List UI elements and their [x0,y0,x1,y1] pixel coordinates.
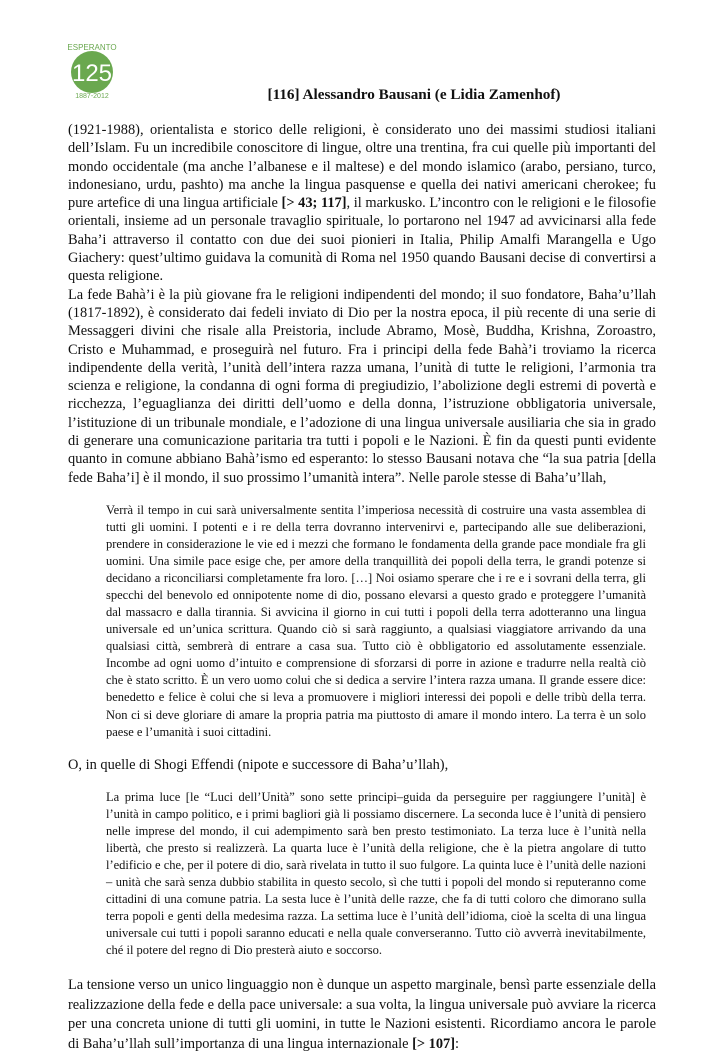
cross-reference: [> 43; 117] [281,195,347,212]
logo-years: 1887-2012 [75,93,109,100]
paragraph-conclusion: La tensione verso un unico linguaggio non è dunque un aspetto marginale, bensì parte essenziale della realizzazione della fede e della pace universale: a sua volta, la lingua universale può avviare la ricerca per una concreta unione di tutti gli uomini, in tutte le Nazioni esistenti. Ricordiamo ancora le parole di Baha’u’llah sull’importanza di una lingua internazionale [> 107]: [68,977,656,1052]
paragraph-bahai-faith: La fede Bahà’i è la più giovane fra le religioni indipendenti del mondo; il suo fondatore, Baha’u’llah (1817-1892), è considerato dai fedeli inviato di Dio per la nostra epoca, il più recente di una serie di Messaggeri divini che risale alla Preistoria, include Abramo, Mosè, Buddha, Krishna, Zoroastro, Cristo e Muhammad, e proseguirà nel futuro. Fra i principi della fede Bahà’i troviamo la ricerca indipendente della verità, l’unità dell’intera razza umana, l’unità di tutte le religioni, l’armonia tra scienza e religione, la condanna di ogni forma di pregiudizio, l’abolizione degli estremi di povertà e ricchezza, l’eguaglianza dei diritti dell’uomo e della donna, l’istruzione obbligatoria universale, l’istituzione di un tribunale mondiale, e l’adozione di una lingua universale ausiliaria che sia in grado di generare una comunicazione paritaria tra tutti i popoli e le Nazioni. È fin da questi punti evidente quanto in comune abbiano Bahà’ismo ed esperanto: lo stesso Bausani notava che “la sua patria [della fede Baha’i] è il mondo, il suo prossimo l’umanità intera”. Nelle parole stesse di Baha’u’llah, [68,286,656,486]
page-title: [116] Alessandro Bausani (e Lidia Zamenhof) [267,86,561,103]
paragraph-biography: (1921-1988), orientalista e storico delle religioni, è considerato uno dei massimi studiosi italiani dell’Islam. Fu un incredibile conoscitore di lingue, oltre una trentina, fra cui quelle più importanti del mondo occidentale (ma anche l’albanese e il maltese) e del mondo islamico (arabo, persiano, turco, indonesiano, urdu, pashto) ma anche la lingua pasquense e quella dei nativi americani cherokee; fu pure artefice di una lingua artificiale [> 43; 117], il markusko. L’incontro con le religioni e le filosofie orientali, insieme ad un personale travaglio spirituale, lo portarono nel 1947 ad avvicinarsi alla fede Baha’i attraverso il contatto con due dei suoi pionieri in Italia, Philip Amalfi Marangella e Ugo Giachery: quest’ultimo guidava la comunità di Roma nel 1950 quando Bausani decise di convertirsi a questa religione. [68,122,656,285]
quote-shogi-effendi: La prima luce [le “Luci dell’Unità” sono sette principi–guida da perseguire per raggiungere l’unità] è l’unità in campo politico, e i primi bagliori già li possiamo discernere. La seconda luce è l’unità di pensiero nelle imprese del mondo, il cui adempimento sarà ben presto testimoniato. La terza luce è l’unità nella libertà, che presto si realizzerà. La quarta luce è l’unità della religione, che è la pietra angolare di tutto l’edificio e che, per il potere di dio, sarà rivelata in tutto il suo fulgore. La quinta luce è l’unità delle nazioni – unità che sarà senza dubbio stabilita in questo secolo, sì che tutti i popoli del mondo si reputeranno come cittadini di una comune patria. La sesta luce è l’unità delle razze, che fa di tutti coloro che dimorano sulla terra popoli e genti della medesima razza. La settima luce è l’unità dell’idioma, cioè la scelta di una lingua universale cui tutti i popoli saranno educati e nella quale converseranno. Tutto ciò avverrà inevitabilmente, ché il potere del regno di Dio presterà aiuto e soccorso. [106,789,646,958]
quote-bahaullah: Verrà il tempo in cui sarà universalmente sentita l’imperiosa necessità di costruire una vasta assemblea di tutti gli uomini. I potenti e i re della terra dovranno intervenirvi e, partecipando alle sue deliberazioni, prendere in considerazione le vie ed i mezzi che formano le fondamenta della grande pace mondiale fra gli uomini. Una simile pace esige che, per amore della tranquillità dei popoli della terra, le grandi potenze si decidano a riconciliarsi completamente fra loro. […] Noi osiamo sperare che i re e i sovrani della terra, gli specchi del benevolo ed onnipotente nome di dio, possano elevarsi a questo grado e proteggere l’umanità dal massacro e dalla tirannia. Si avvicina il giorno in cui tutti i popoli della terra adotteranno una lingua universale ed un’unica scrittura. Quando ciò si sarà raggiunto, a qualsiasi viaggiatore arrivando da una qualsiasi città, sembrerà di entrare a casa sua. Tutto ciò è obbligatorio ed assolutamente essenziale. Incombe ad ogni uomo d’intuito e comprensione di sforzarsi di porre in azione e tradurre nella realtà ciò che è stato scritto. È un vero uomo colui che si dedica a servire l’intera razza umana. Il grande essere dice: benedetto e felice è colui che si leva a promuovere i migliori interessi dei popoli e delle tribù della terra. Non ci si deve gloriare di amare la propria patria ma piuttosto di amare il mondo intero. La terra è un solo paese e l’umanità i suoi cittadini. [106,502,646,739]
logo-number: 125 [71,60,113,87]
document-body [68,121,656,1054]
cross-reference: [> 107] [412,1035,456,1052]
paragraph-shogi-effendi-intro: O, in quelle di Shogi Effendi (nipote e successore di Baha’u’llah), [68,756,449,773]
logo-word: ESPERANTO [67,43,117,52]
